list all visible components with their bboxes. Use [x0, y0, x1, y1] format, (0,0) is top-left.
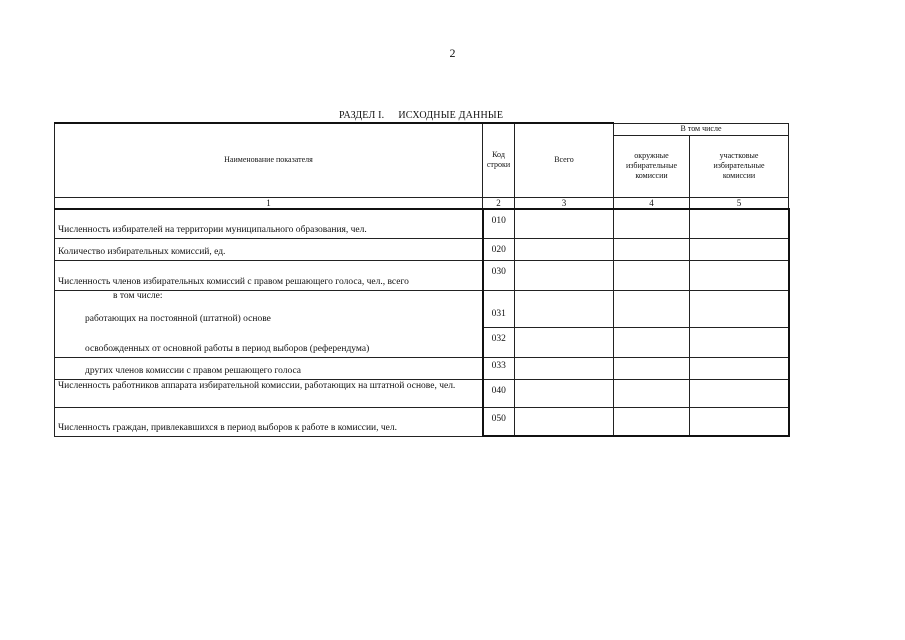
header-precinct: [690, 135, 789, 197]
value-district-cell[interactable]: [614, 209, 690, 239]
row-code: 040: [483, 379, 515, 407]
section-number: РАЗДЕЛ I.: [339, 110, 385, 121]
section-name: ИСХОДНЫЕ ДАННЫЕ: [398, 110, 504, 121]
table-row: [55, 291, 789, 328]
value-total-cell[interactable]: [515, 379, 614, 407]
value-total-cell[interactable]: [515, 357, 614, 379]
value-total-cell[interactable]: [515, 239, 614, 261]
header-indicator: Наименование показателя: [55, 123, 483, 197]
table-row: [55, 407, 789, 436]
value-district-cell[interactable]: [614, 327, 690, 357]
table-row: [55, 379, 789, 407]
row-label: освобожденных от основной работы в период выборов (референдума): [55, 327, 483, 357]
value-district-cell[interactable]: [614, 291, 690, 328]
row-intro: в том числе:: [113, 291, 163, 301]
value-precinct-cell[interactable]: [690, 407, 789, 436]
header-district: [614, 135, 690, 197]
header-code-line2: строки: [486, 160, 511, 170]
column-number: 2: [483, 197, 515, 209]
header-precinct-line2: избирательные: [713, 161, 765, 170]
header-precinct-line1: участковые: [719, 151, 759, 160]
value-precinct-cell[interactable]: [690, 327, 789, 357]
value-district-cell[interactable]: [614, 261, 690, 291]
row-label: Численность работников аппарата избирательной комиссии, работающих на штатной основе, чел.: [55, 379, 483, 407]
value-total-cell[interactable]: [515, 261, 614, 291]
section-title: [339, 110, 503, 121]
row-code: 032: [483, 327, 515, 357]
value-district-cell[interactable]: [614, 407, 690, 436]
value-precinct-cell[interactable]: [690, 209, 789, 239]
table-row: [55, 357, 789, 379]
row-label: других членов комиссии с правом решающего голоса: [55, 357, 483, 379]
table-row: [55, 209, 789, 239]
row-label-cell: [55, 291, 483, 328]
page-number: 2: [449, 46, 456, 60]
value-district-cell[interactable]: [614, 379, 690, 407]
value-precinct-cell[interactable]: [690, 239, 789, 261]
header-district-line1: окружные: [634, 151, 669, 160]
value-precinct-cell[interactable]: [690, 379, 789, 407]
row-label: Количество избирательных комиссий, ед.: [55, 239, 483, 261]
row-code: 033: [483, 357, 515, 379]
column-number: 1: [55, 197, 483, 209]
header-including: В том числе: [614, 123, 789, 135]
row-code: 030: [483, 261, 515, 291]
table-row: [55, 261, 789, 291]
value-total-cell[interactable]: [515, 407, 614, 436]
row-code: 020: [483, 239, 515, 261]
value-precinct-cell[interactable]: [690, 291, 789, 328]
value-total-cell[interactable]: [515, 327, 614, 357]
value-total-cell[interactable]: [515, 291, 614, 328]
value-district-cell[interactable]: [614, 357, 690, 379]
row-label: Численность граждан, привлекавшихся в период выборов к работе в комиссии, чел.: [55, 407, 483, 436]
column-number: 4: [614, 197, 690, 209]
header-district-line3: комиссии: [635, 171, 668, 180]
header-code-line1: Код: [492, 150, 505, 160]
row-code: 050: [483, 407, 515, 436]
value-total-cell[interactable]: [515, 209, 614, 239]
row-label: Численность членов избирательных комиссий с правом решающего голоса, чел., всего: [55, 261, 483, 291]
column-number: 3: [515, 197, 614, 209]
source-data-table: [54, 122, 790, 437]
header-precinct-line3: комиссии: [722, 171, 756, 180]
column-numbers-row: [55, 197, 789, 209]
row-label: работающих на постоянной (штатной) основе: [85, 314, 271, 324]
header-total: Всего: [515, 123, 614, 197]
column-number: 5: [690, 197, 789, 209]
row-code: 031: [483, 291, 515, 328]
header-district-line2: избирательные: [625, 161, 678, 170]
value-precinct-cell[interactable]: [690, 357, 789, 379]
table-row: [55, 239, 789, 261]
header-code: [483, 123, 515, 197]
row-code: 010: [483, 209, 515, 239]
value-precinct-cell[interactable]: [690, 261, 789, 291]
row-label: Численность избирателей на территории муниципального образования, чел.: [55, 209, 483, 239]
value-district-cell[interactable]: [614, 239, 690, 261]
table-row: [55, 327, 789, 357]
